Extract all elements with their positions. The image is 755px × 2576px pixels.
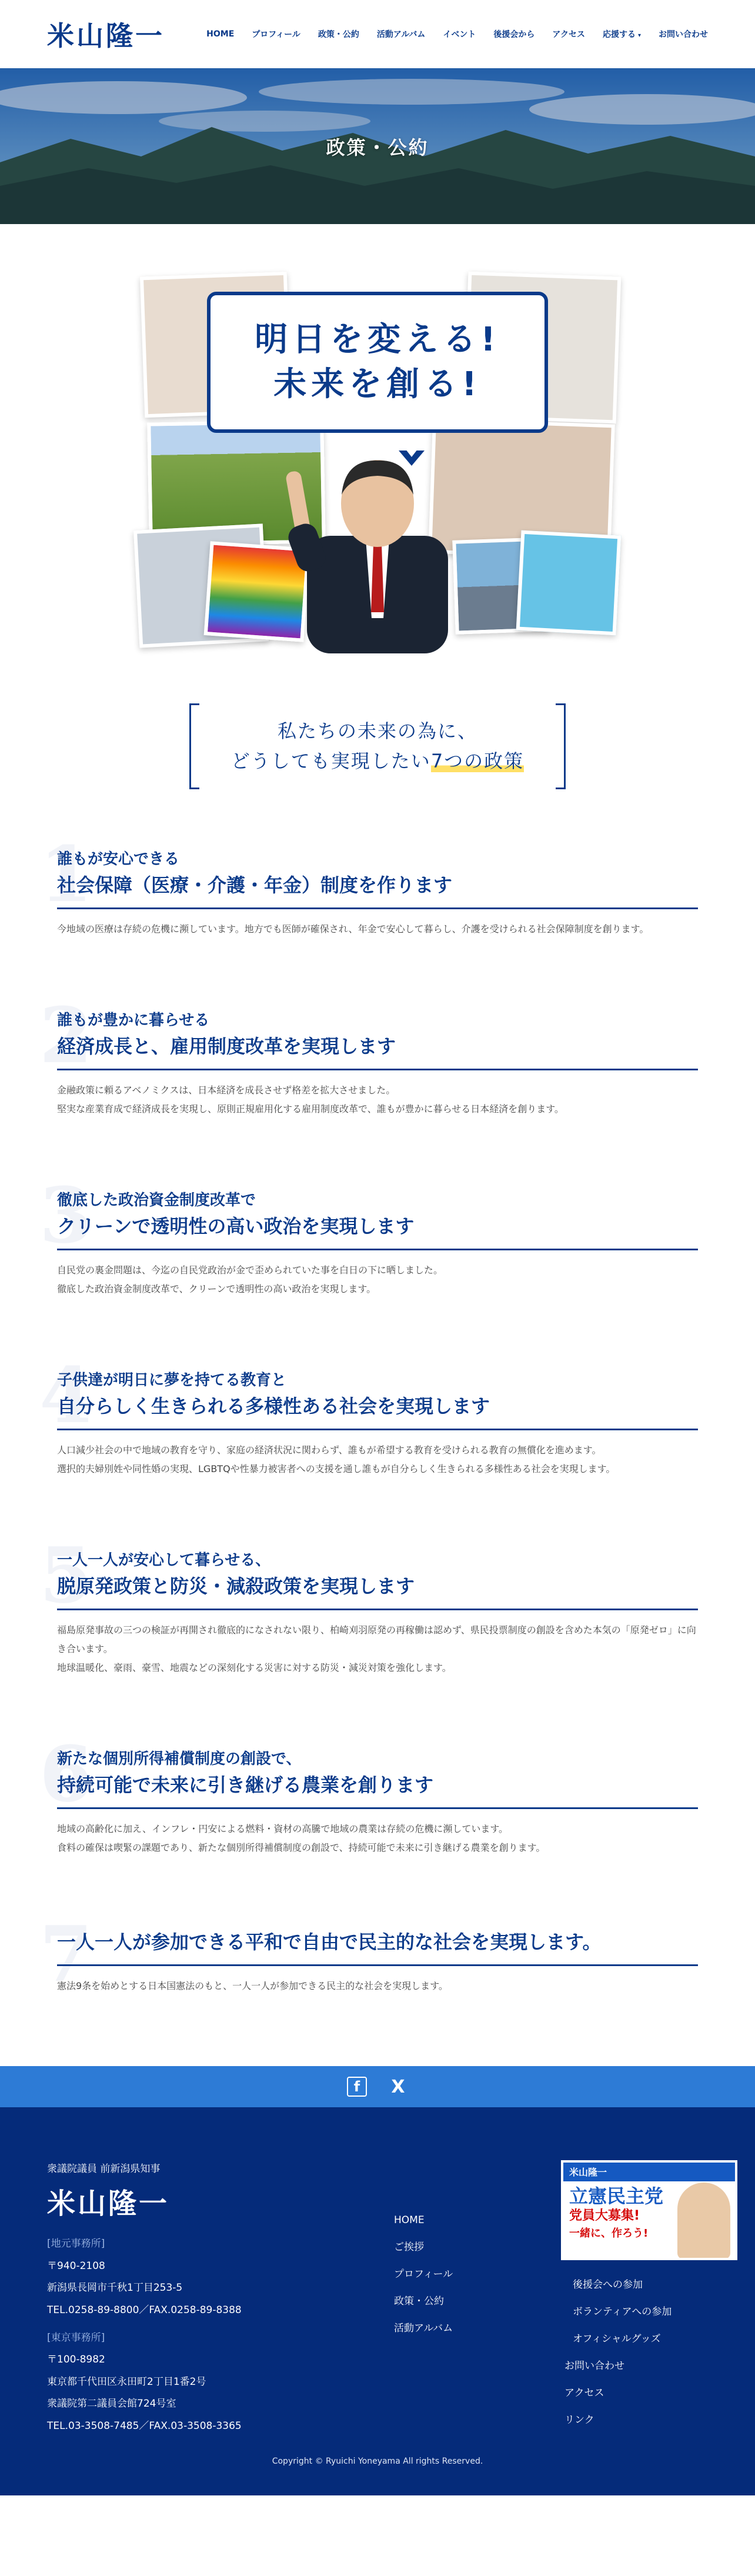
policy-title-lead: 子供達が明日に夢を持てる教育と: [57, 1372, 287, 1390]
banner-name: 米山隆一: [563, 2163, 735, 2181]
policy-body: [57, 1261, 698, 1299]
policy-title: [57, 1549, 698, 1610]
intro-line-2: [189, 746, 566, 776]
policy-title-main: 持続可能で未来に引き継げる農業を創ります: [57, 1774, 434, 1797]
intro-heading-box: [189, 703, 566, 789]
policy-body: [57, 1977, 698, 1996]
policy-body: [57, 1621, 698, 1677]
slogan-line-1: 明日を変える!: [255, 321, 500, 359]
candidate-photo: [280, 436, 475, 653]
policy-text: 今地域の医療は存続の危機に瀕しています。地方でも医師が確保され、年金で安心して暮らし、介護を受けられる社会保障制度を創ります。: [57, 923, 649, 935]
policy-title-main: クリーンで透明性の高い政治を実現します: [57, 1215, 415, 1238]
office-label: [東京事務所]: [47, 2331, 105, 2344]
policy-title-lead: 誰もが豊かに暮らせる: [57, 1012, 210, 1030]
hero-banner: [0, 68, 755, 224]
footer-link-home[interactable]: HOME: [394, 2214, 425, 2227]
policy-title-lead: 一人一人が安心して暮らせる、: [57, 1551, 271, 1570]
intro-line-1: 私たちの未来の為に、: [277, 720, 477, 742]
office-room: 衆議院第二議員会館724号室: [47, 2398, 176, 2410]
intro-line-2-text: どうしても実現したい: [230, 750, 431, 773]
policy-item: [39, 1530, 698, 1677]
policy-title-lead: 徹底した政治資金制度改革で: [57, 1192, 256, 1210]
nav-album[interactable]: 活動アルバム: [376, 30, 426, 39]
policy-number: 1: [39, 829, 93, 920]
nav-policy[interactable]: 政策・公約: [318, 30, 359, 39]
nav-event[interactable]: イベント: [443, 30, 476, 39]
office-tel: TEL.03-3508-7485／FAX.03-3508-3365: [47, 2420, 242, 2432]
policy-text: 自民党の裏金問題は、今迄の自民党政治が金で歪められていた事を白日の下に晒しました。: [57, 1264, 443, 1276]
policy-title-main: 自分らしく生きられる多様性ある社会を実現します: [57, 1395, 490, 1418]
footer-link-contact[interactable]: お問い合わせ: [564, 2360, 624, 2373]
chevron-down-icon: ▾: [637, 32, 641, 39]
slogan-line-2: 未来を創る!: [273, 365, 482, 403]
office-label: [地元事務所]: [47, 2238, 105, 2250]
nav-supporters[interactable]: 後援会から: [493, 30, 535, 39]
policy-text: 徹底した政治資金制度改革で、クリーンで透明性の高い政治を実現します。: [57, 1283, 376, 1295]
policy-number: 7: [39, 1909, 93, 2000]
bubble-tail: [399, 451, 425, 466]
policy-text: 食料の確保は喫緊の課題であり、新たな個別所得補償制度の創設で、持続可能で未来に引き継げる農業を創ります。: [57, 1842, 546, 1854]
page-title: 政策・公約: [326, 136, 429, 159]
main-nav: [206, 28, 708, 40]
policy-item: [39, 990, 698, 1119]
policy-title-lead: 誰もが安心できる: [57, 850, 180, 869]
policy-text: 選択的夫婦別姓や同性婚の実現、LGBTQや性暴力被害者への支援を通し誰もが自分らしく生きられる多様性ある社会を実現します。: [57, 1463, 616, 1475]
policy-title: [57, 1189, 698, 1250]
policy-item: [39, 1909, 698, 2000]
site-logo[interactable]: 米山隆一: [47, 20, 165, 52]
banner-recruit: 党員大募集!: [569, 2208, 640, 2223]
banner-party: 立憲民主党: [569, 2185, 664, 2208]
policy-title-main: 脱原発政策と防災・減殺政策を実現します: [57, 1575, 415, 1598]
x-twitter-icon[interactable]: X: [391, 2076, 405, 2097]
policy-text: 福島原発事故の三つの検証が再開され徹底的になされない限り、柏崎刈羽原発の再稼働は認めず、県民投票制度の創設を含めた本気の「原発ゼロ」に向き合います。: [57, 1624, 696, 1655]
policy-item: [39, 829, 698, 939]
footer-link-goods[interactable]: オフィシャルグッズ: [573, 2333, 661, 2345]
policy-item: [39, 1729, 698, 1857]
office-postcode: 〒100-8982: [47, 2354, 105, 2366]
policy-number: 2: [39, 990, 93, 1081]
policy-text: 地球温暖化、豪雨、豪雪、地震などの深刻化する災害に対する防災・減災対策を強化します。: [57, 1662, 452, 1674]
policy-title: [57, 1928, 698, 1966]
footer-link-links[interactable]: リンク: [564, 2414, 594, 2426]
nav-support-label: 応援する: [602, 30, 636, 39]
policy-text: 堅実な産業育成で経済成長を実現し、原則正規雇用化する雇用制度改革で、誰もが豊かに暮らせる日本経済を創ります。: [57, 1103, 564, 1115]
policy-title-lead: 新たな個別所得補償制度の創設で、: [57, 1750, 302, 1769]
footer-name: 米山隆一: [47, 2187, 170, 2221]
copyright: Copyright © Ryuichi Yoneyama All rights Reserved.: [272, 2457, 483, 2467]
party-member-banner[interactable]: [561, 2160, 737, 2260]
footer-link-volunteer[interactable]: ボランティアへの参加: [573, 2306, 672, 2318]
office-postcode: 〒940-2108: [47, 2260, 105, 2272]
policy-title: [57, 1009, 698, 1070]
policy-number: 3: [39, 1170, 93, 1261]
policy-text: 憲法9条を始めとする日本国憲法のもと、一人一人が参加できる民主的な社会を実現します。: [57, 1980, 448, 1992]
site-footer: [0, 2107, 755, 2495]
policy-title-main: 経済成長と、雇用制度改革を実現します: [57, 1035, 396, 1058]
policy-list: [39, 829, 698, 2000]
office-tel: TEL.0258-89-8800／FAX.0258-89-8388: [47, 2304, 242, 2316]
photo-document: [516, 530, 622, 636]
banner-portrait: [677, 2183, 730, 2259]
policy-number: 6: [39, 1729, 93, 1820]
nav-support[interactable]: [603, 28, 641, 40]
nav-contact[interactable]: お問い合わせ: [659, 30, 708, 39]
policy-body: [57, 1081, 698, 1119]
policy-item: [39, 1170, 698, 1299]
policy-poster: [136, 274, 619, 650]
policy-title-main: 一人一人が参加できる平和で自由で民主的な社会を実現します。: [57, 1931, 602, 1954]
footer-nav-main: [394, 2207, 453, 2342]
banner-slogan: 一緒に、作ろう!: [569, 2227, 649, 2240]
office-address: 東京都千代田区永田町2丁目1番2号: [47, 2375, 206, 2388]
slogan-bubble: [207, 292, 548, 433]
policy-item: [39, 1350, 698, 1479]
policy-text: 金融政策に頼るアベノミクスは、日本経済を成長させず格差を拡大させました。: [57, 1085, 396, 1096]
office-address: 新潟県長岡市千秋1丁目253-5: [47, 2282, 183, 2294]
policy-body: [57, 1441, 698, 1479]
footer-role: 衆議院議員 前新潟県知事: [47, 2163, 161, 2175]
nav-home[interactable]: HOME: [206, 29, 235, 39]
site-header: [0, 0, 755, 68]
policy-title: [57, 848, 698, 909]
policy-body: [57, 920, 698, 939]
nav-profile[interactable]: プロフィール: [252, 30, 300, 39]
intro-highlight: 7つの政策: [430, 750, 525, 773]
social-bar: [0, 2066, 755, 2107]
policy-number: 5: [39, 1530, 93, 1621]
policy-title: [57, 1369, 698, 1430]
footer-link-access[interactable]: アクセス: [564, 2387, 604, 2399]
footer-link-greeting[interactable]: ご挨拶: [394, 2241, 424, 2254]
policy-body: [57, 1820, 698, 1857]
footer-link-album[interactable]: 活動アルバム: [394, 2322, 453, 2334]
footer-link-profile[interactable]: プロフィール: [394, 2268, 453, 2281]
nav-access[interactable]: アクセス: [552, 30, 585, 39]
footer-nav-secondary: [564, 2272, 672, 2434]
policy-text: 地域の高齢化に加え、インフレ・円安による燃料・資材の高騰で地域の農業は存続の危機に瀕しています。: [57, 1823, 509, 1835]
footer-link-join[interactable]: 後援会への参加: [573, 2279, 643, 2291]
policy-number: 4: [39, 1350, 93, 1441]
facebook-icon[interactable]: f: [347, 2077, 367, 2097]
policy-title-main: 社会保障（医療・介護・年金）制度を作ります: [57, 874, 453, 897]
footer-link-policy[interactable]: 政策・公約: [394, 2295, 444, 2308]
policy-title: [57, 1748, 698, 1809]
policy-text: 人口減少社会の中で地域の教育を守り、家庭の経済状況に関わらず、誰もが希望する教育を受けられる教育の無償化を進めます。: [57, 1444, 602, 1456]
